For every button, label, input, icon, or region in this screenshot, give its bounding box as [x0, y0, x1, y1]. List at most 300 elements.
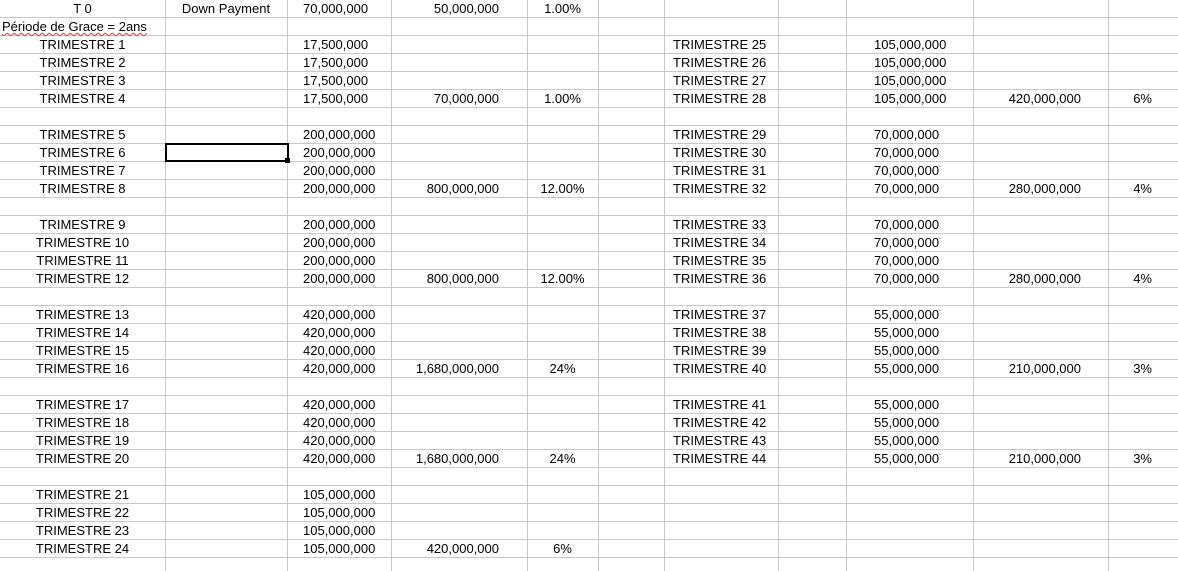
cell-amount-right[interactable] [874, 288, 974, 306]
cell-subtotal[interactable]: 420,000,000 [426, 541, 499, 556]
cell-percent-right[interactable] [1108, 126, 1152, 144]
cell-percent[interactable] [527, 252, 598, 270]
cell-percent-right[interactable] [1108, 414, 1152, 432]
cell-percent[interactable] [527, 216, 598, 234]
cell-period[interactable]: TRIMESTRE 22 [35, 505, 130, 520]
cell-period-right[interactable] [673, 540, 783, 558]
cell-subtotal-right[interactable]: 280,000,000 [1008, 271, 1081, 286]
cell-amount-right[interactable]: 105,000,000 [874, 73, 947, 88]
cell-subtotal[interactable]: 70,000,000 [433, 91, 499, 106]
table-row [0, 126, 1178, 144]
cell-percent-right[interactable] [1108, 234, 1152, 252]
cell-label[interactable] [165, 126, 287, 144]
cell-percent[interactable] [527, 504, 598, 522]
cell-subtotal[interactable]: 800,000,000 [426, 271, 499, 286]
cell-subtotal[interactable] [391, 414, 499, 432]
table-row [0, 450, 1178, 468]
cell-percent[interactable] [527, 234, 598, 252]
cell-subtotal[interactable] [391, 144, 499, 162]
cell-percent[interactable] [527, 126, 598, 144]
cell-amount-right[interactable]: 70,000,000 [874, 145, 940, 160]
cell-period[interactable]: TRIMESTRE 20 [35, 451, 130, 466]
table-row [0, 108, 1178, 126]
cell-percent-right[interactable] [1108, 378, 1152, 396]
cell-period[interactable]: TRIMESTRE 7 [39, 163, 126, 178]
cell-period[interactable] [0, 288, 165, 306]
cell-amount[interactable]: 200,000,000 [303, 127, 376, 142]
cell-amount-right[interactable] [874, 540, 974, 558]
cell-subtotal-right[interactable] [973, 522, 1081, 540]
cell-period-right[interactable]: TRIMESTRE 31 [673, 163, 767, 178]
cell-amount-right[interactable]: 55,000,000 [874, 361, 940, 376]
cell-subtotal-right[interactable]: 210,000,000 [1008, 451, 1081, 466]
cell-percent[interactable]: 12.00% [540, 271, 585, 286]
cell-period-right[interactable] [673, 108, 783, 126]
cell-amount-right[interactable]: 70,000,000 [874, 163, 940, 178]
cell-subtotal[interactable] [391, 36, 499, 54]
cell-percent[interactable] [527, 414, 598, 432]
cell-amount-right[interactable]: 70,000,000 [874, 253, 940, 268]
cell-amount[interactable]: 105,000,000 [303, 487, 376, 502]
cell-period-right[interactable] [673, 486, 783, 504]
cell-amount-right[interactable] [874, 504, 974, 522]
cell-percent-right[interactable] [1108, 54, 1152, 72]
table-row [0, 288, 1178, 306]
cell-period-right[interactable]: TRIMESTRE 30 [673, 145, 767, 160]
cell-amount-right[interactable]: 70,000,000 [874, 217, 940, 232]
cell-subtotal-right[interactable] [973, 108, 1081, 126]
cell-subtotal[interactable] [391, 162, 499, 180]
cell-amount[interactable]: 420,000,000 [303, 433, 376, 448]
cell-amount[interactable] [303, 198, 393, 216]
cell-percent[interactable] [527, 198, 598, 216]
cell-amount-right[interactable]: 55,000,000 [874, 397, 940, 412]
cell-period[interactable]: TRIMESTRE 18 [35, 415, 130, 430]
cell-amount-right[interactable]: 105,000,000 [874, 55, 947, 70]
cell-percent-right[interactable] [1108, 540, 1152, 558]
cell-label[interactable] [165, 378, 287, 396]
cell-label[interactable] [165, 288, 287, 306]
cell-label[interactable] [165, 54, 287, 72]
cell-subtotal-right[interactable] [973, 198, 1081, 216]
cell-subtotal[interactable] [391, 432, 499, 450]
cell-label[interactable] [165, 396, 287, 414]
cell-amount-right[interactable]: 70,000,000 [874, 271, 940, 286]
cell-subtotal-right[interactable] [973, 144, 1081, 162]
cell-label[interactable] [165, 36, 287, 54]
cell-amount[interactable]: 200,000,000 [303, 235, 376, 250]
cell-subtotal[interactable] [391, 198, 499, 216]
cell-percent[interactable] [527, 162, 598, 180]
cell-period-right[interactable] [673, 504, 783, 522]
cell-period[interactable]: TRIMESTRE 6 [39, 145, 126, 160]
cell-subtotal-right[interactable]: 280,000,000 [1008, 181, 1081, 196]
cell-period-right[interactable]: TRIMESTRE 44 [673, 451, 767, 466]
table-row [0, 396, 1178, 414]
cell-label[interactable] [165, 216, 287, 234]
cell-percent[interactable] [527, 36, 598, 54]
cell-period[interactable]: TRIMESTRE 3 [39, 73, 126, 88]
cell-percent-right[interactable] [1108, 108, 1152, 126]
cell-period[interactable]: TRIMESTRE 21 [35, 487, 130, 502]
cell-period[interactable] [0, 468, 165, 486]
cell-subtotal[interactable] [391, 396, 499, 414]
cell-label[interactable] [165, 450, 287, 468]
cell-amount-right[interactable]: 70,000,000 [874, 235, 940, 250]
cell-percent[interactable] [527, 288, 598, 306]
cell-period-right[interactable] [673, 18, 783, 36]
cell-percent[interactable] [527, 486, 598, 504]
cell-label[interactable] [165, 522, 287, 540]
cell-label[interactable] [165, 270, 287, 288]
cell-percent[interactable] [527, 396, 598, 414]
cell-period-right[interactable]: TRIMESTRE 42 [673, 415, 767, 430]
cell-amount[interactable]: 200,000,000 [303, 163, 376, 178]
cell-period[interactable]: TRIMESTRE 10 [35, 235, 130, 250]
cell-label[interactable] [165, 18, 287, 36]
cell-subtotal-right[interactable] [973, 306, 1081, 324]
cell-period-right[interactable]: TRIMESTRE 35 [673, 253, 767, 268]
cell-percent[interactable] [527, 324, 598, 342]
cell-amount[interactable]: 17,500,000 [303, 73, 369, 88]
cell-percent-right[interactable] [1108, 306, 1152, 324]
cell-amount-right[interactable] [874, 198, 974, 216]
cell-amount-right[interactable]: 105,000,000 [874, 37, 947, 52]
cell-subtotal-right[interactable]: 420,000,000 [1008, 91, 1081, 106]
cell-percent-right[interactable] [1108, 504, 1152, 522]
cell-percent-right[interactable] [1108, 18, 1152, 36]
cell-label[interactable] [165, 198, 287, 216]
cell-amount[interactable] [303, 468, 393, 486]
cell-percent[interactable]: 12.00% [540, 181, 585, 196]
cell-amount-right[interactable]: 55,000,000 [874, 415, 940, 430]
cell-label[interactable] [165, 504, 287, 522]
cell-percent[interactable] [527, 144, 598, 162]
cell-period[interactable] [0, 198, 165, 216]
cell-amount-right[interactable]: 55,000,000 [874, 307, 940, 322]
cell-amount[interactable]: 420,000,000 [303, 361, 376, 376]
cell-period[interactable]: T 0 [73, 1, 92, 16]
cell-period-right[interactable]: TRIMESTRE 32 [673, 181, 767, 196]
cell-subtotal-right[interactable] [973, 324, 1081, 342]
cell-subtotal[interactable] [391, 18, 499, 36]
cell-label[interactable] [165, 342, 287, 360]
cell-label[interactable] [165, 252, 287, 270]
cell-percent[interactable] [527, 468, 598, 486]
cell-period-right[interactable]: TRIMESTRE 33 [673, 217, 767, 232]
cell-label[interactable] [165, 486, 287, 504]
cell-label[interactable] [165, 306, 287, 324]
cell-label[interactable] [165, 540, 287, 558]
cell-percent-right[interactable] [1108, 72, 1152, 90]
cell-label[interactable] [165, 468, 287, 486]
cell-period[interactable]: TRIMESTRE 19 [35, 433, 130, 448]
cell-amount[interactable]: 200,000,000 [303, 145, 376, 160]
cell-period-right[interactable]: TRIMESTRE 34 [673, 235, 767, 250]
cell-label[interactable] [165, 360, 287, 378]
cell-percent-right[interactable] [1108, 144, 1152, 162]
cell-period-right[interactable]: TRIMESTRE 40 [673, 361, 767, 376]
cell-subtotal[interactable]: 1,680,000,000 [415, 451, 499, 466]
cell-percent-right[interactable]: 4% [1133, 181, 1152, 196]
cell-amount[interactable]: 420,000,000 [303, 343, 376, 358]
cell-period-right[interactable]: TRIMESTRE 37 [673, 307, 767, 322]
cell-percent[interactable] [527, 432, 598, 450]
cell-period[interactable]: Période de Grace = 2ans [2, 19, 147, 34]
cell-period[interactable]: TRIMESTRE 5 [39, 127, 126, 142]
cell-subtotal-right[interactable] [973, 72, 1081, 90]
cell-label[interactable] [165, 162, 287, 180]
table-row [0, 252, 1178, 270]
cell-amount-right[interactable]: 55,000,000 [874, 325, 940, 340]
cell-percent-right[interactable] [1108, 486, 1152, 504]
cell-amount-right[interactable] [874, 18, 974, 36]
cell-amount[interactable]: 200,000,000 [303, 253, 376, 268]
cell-percent[interactable]: 24% [549, 451, 576, 466]
cell-period[interactable]: TRIMESTRE 13 [35, 307, 130, 322]
cell-period-right[interactable] [673, 378, 783, 396]
cell-subtotal-right[interactable] [973, 252, 1081, 270]
cell-percent[interactable] [527, 342, 598, 360]
cell-amount[interactable] [303, 108, 393, 126]
cell-subtotal-right[interactable] [973, 288, 1081, 306]
cell-period[interactable]: TRIMESTRE 11 [36, 253, 129, 268]
cell-percent-right[interactable] [1108, 342, 1152, 360]
cell-period[interactable]: TRIMESTRE 4 [39, 91, 126, 106]
cell-percent-right[interactable] [1108, 324, 1152, 342]
cell-period[interactable]: TRIMESTRE 16 [35, 361, 130, 376]
cell-subtotal-right[interactable] [973, 18, 1081, 36]
cell-percent-right[interactable] [1108, 432, 1152, 450]
cell-amount[interactable]: 200,000,000 [303, 271, 376, 286]
cell-subtotal[interactable] [391, 216, 499, 234]
cell-subtotal[interactable] [391, 468, 499, 486]
cell-subtotal-right[interactable] [973, 54, 1081, 72]
cell-percent[interactable]: 1.00% [544, 91, 581, 106]
cell-period[interactable]: TRIMESTRE 2 [39, 55, 126, 70]
table-row [0, 0, 1178, 18]
cell-subtotal-right[interactable] [973, 414, 1081, 432]
cell-label[interactable]: Down Payment [181, 1, 271, 16]
cell-period-right[interactable]: TRIMESTRE 26 [673, 55, 767, 70]
cell-subtotal[interactable] [391, 378, 499, 396]
cell-subtotal[interactable] [391, 72, 499, 90]
cell-amount[interactable]: 17,500,000 [303, 55, 369, 70]
cell-percent[interactable]: 24% [549, 361, 576, 376]
cell-period-right[interactable]: TRIMESTRE 25 [673, 37, 767, 52]
cell-period-right[interactable] [673, 522, 783, 540]
cell-percent-right[interactable] [1108, 252, 1152, 270]
cell-subtotal[interactable] [391, 126, 499, 144]
cell-period[interactable] [0, 108, 165, 126]
table-row [0, 270, 1178, 288]
cell-subtotal-right[interactable]: 210,000,000 [1008, 361, 1081, 376]
cell-subtotal-right[interactable] [973, 342, 1081, 360]
cell-amount-right[interactable] [874, 378, 974, 396]
cell-percent[interactable] [527, 54, 598, 72]
cell-amount[interactable]: 105,000,000 [303, 523, 376, 538]
cell-amount-right[interactable]: 55,000,000 [874, 343, 940, 358]
cell-subtotal[interactable] [391, 252, 499, 270]
cell-subtotal[interactable] [391, 234, 499, 252]
cell-period-right[interactable] [673, 288, 783, 306]
table-row [0, 162, 1178, 180]
cell-period-right[interactable]: TRIMESTRE 41 [673, 397, 767, 412]
cell-period[interactable]: TRIMESTRE 1 [39, 37, 126, 52]
cell-percent[interactable] [527, 108, 598, 126]
cell-amount[interactable]: 17,500,000 [303, 37, 369, 52]
cell-period-right[interactable]: TRIMESTRE 43 [673, 433, 767, 448]
cell-percent-right[interactable]: 4% [1133, 271, 1152, 286]
cell-percent[interactable] [527, 306, 598, 324]
cell-period-right[interactable]: TRIMESTRE 39 [673, 343, 767, 358]
cell-subtotal[interactable] [391, 108, 499, 126]
cell-percent[interactable]: 6% [553, 541, 572, 556]
cell-subtotal-right[interactable] [973, 432, 1081, 450]
cell-subtotal-right[interactable] [973, 234, 1081, 252]
cell-percent-right[interactable] [1108, 288, 1152, 306]
cell-amount-right[interactable]: 55,000,000 [874, 433, 940, 448]
cell-subtotal-right[interactable] [973, 540, 1081, 558]
cell-label[interactable] [165, 414, 287, 432]
cell-period-right[interactable]: TRIMESTRE 36 [673, 271, 767, 286]
cell-subtotal[interactable] [391, 288, 499, 306]
cell-period[interactable]: TRIMESTRE 9 [39, 217, 126, 232]
table-row [0, 180, 1178, 198]
cell-label[interactable] [165, 324, 287, 342]
cell-amount-right[interactable]: 70,000,000 [874, 181, 940, 196]
cell-subtotal-right[interactable] [973, 36, 1081, 54]
cell-subtotal-right[interactable] [973, 396, 1081, 414]
cell-percent[interactable] [527, 378, 598, 396]
cell-percent-right[interactable] [1108, 0, 1152, 18]
cell-amount-right[interactable] [874, 468, 974, 486]
cell-subtotal-right[interactable] [973, 126, 1081, 144]
cell-amount[interactable]: 420,000,000 [303, 307, 376, 322]
cell-period[interactable]: TRIMESTRE 14 [35, 325, 130, 340]
cell-subtotal-right[interactable] [973, 216, 1081, 234]
cell-period-right[interactable] [673, 468, 783, 486]
table-row [0, 342, 1178, 360]
table-row [0, 378, 1178, 396]
cell-amount[interactable]: 105,000,000 [303, 541, 376, 556]
cell-amount-right[interactable] [874, 522, 974, 540]
cell-subtotal[interactable] [391, 324, 499, 342]
selected-cell-outline[interactable] [165, 143, 289, 162]
cell-amount[interactable]: 17,500,000 [303, 91, 369, 106]
cell-amount[interactable]: 420,000,000 [303, 451, 376, 466]
cell-subtotal-right[interactable] [973, 486, 1081, 504]
cell-label[interactable] [165, 90, 287, 108]
cell-subtotal[interactable] [391, 504, 499, 522]
cell-amount-right[interactable]: 55,000,000 [874, 451, 940, 466]
cell-subtotal-right[interactable] [973, 378, 1081, 396]
cell-amount-right[interactable] [874, 486, 974, 504]
cell-period-right[interactable]: TRIMESTRE 27 [673, 73, 767, 88]
cell-amount-right[interactable] [874, 0, 974, 18]
cell-amount[interactable] [303, 378, 393, 396]
table-row [0, 90, 1178, 108]
cell-label[interactable] [165, 180, 287, 198]
cell-period[interactable]: TRIMESTRE 17 [35, 397, 130, 412]
cell-subtotal[interactable]: 800,000,000 [426, 181, 499, 196]
cell-period-right[interactable]: TRIMESTRE 29 [673, 127, 767, 142]
cell-subtotal[interactable] [391, 306, 499, 324]
cell-label[interactable] [165, 72, 287, 90]
table-row [0, 540, 1178, 558]
cell-amount[interactable] [303, 288, 393, 306]
cell-percent-right[interactable] [1108, 216, 1152, 234]
cell-percent-right[interactable]: 3% [1133, 361, 1152, 376]
cell-amount[interactable]: 200,000,000 [303, 217, 376, 232]
cell-amount[interactable]: 70,000,000 [303, 1, 369, 16]
cell-amount-right[interactable] [874, 108, 974, 126]
cell-amount[interactable]: 200,000,000 [303, 181, 376, 196]
table-row [0, 486, 1178, 504]
cell-period-right[interactable]: TRIMESTRE 38 [673, 325, 767, 340]
cell-percent-right[interactable] [1108, 162, 1152, 180]
cell-period[interactable]: TRIMESTRE 12 [35, 271, 130, 286]
cell-amount[interactable]: 420,000,000 [303, 415, 376, 430]
cell-period[interactable]: TRIMESTRE 8 [39, 181, 126, 196]
cell-subtotal-right[interactable] [973, 504, 1081, 522]
cell-percent-right[interactable] [1108, 36, 1152, 54]
cell-amount[interactable]: 420,000,000 [303, 397, 376, 412]
cell-period[interactable]: TRIMESTRE 23 [35, 523, 130, 538]
cell-percent-right[interactable]: 6% [1133, 91, 1152, 106]
cell-period-right[interactable] [673, 0, 783, 18]
cell-percent-right[interactable] [1108, 198, 1152, 216]
cell-period[interactable]: TRIMESTRE 24 [35, 541, 130, 556]
cell-subtotal[interactable]: 50,000,000 [433, 1, 499, 16]
cell-percent[interactable] [527, 72, 598, 90]
cell-subtotal[interactable]: 1,680,000,000 [415, 361, 499, 376]
cell-percent-right[interactable] [1108, 522, 1152, 540]
cell-subtotal-right[interactable] [973, 468, 1081, 486]
cell-period-right[interactable]: TRIMESTRE 28 [673, 91, 767, 106]
cell-subtotal[interactable] [391, 522, 499, 540]
cell-amount[interactable]: 105,000,000 [303, 505, 376, 520]
table-row [0, 234, 1178, 252]
fill-handle[interactable] [285, 158, 290, 163]
cell-percent[interactable] [527, 18, 598, 36]
cell-period[interactable] [0, 378, 165, 396]
cell-percent-right[interactable] [1108, 396, 1152, 414]
cell-percent-right[interactable]: 3% [1133, 451, 1152, 466]
cell-period[interactable]: TRIMESTRE 15 [35, 343, 130, 358]
cell-period-right[interactable] [673, 198, 783, 216]
table-row [0, 324, 1178, 342]
table-row [0, 18, 1178, 36]
cell-percent[interactable] [527, 522, 598, 540]
cell-percent-right[interactable] [1108, 468, 1152, 486]
cell-amount[interactable]: 420,000,000 [303, 325, 376, 340]
cell-label[interactable] [165, 432, 287, 450]
cell-label[interactable] [165, 234, 287, 252]
cell-percent[interactable]: 1.00% [544, 1, 581, 16]
table-row [0, 360, 1178, 378]
cell-subtotal[interactable] [391, 54, 499, 72]
table-row [0, 72, 1178, 90]
cell-subtotal[interactable] [391, 342, 499, 360]
cell-amount[interactable] [303, 18, 393, 36]
cell-amount-right[interactable]: 70,000,000 [874, 127, 940, 142]
cell-label[interactable] [165, 108, 287, 126]
cell-subtotal[interactable] [391, 486, 499, 504]
cell-subtotal-right[interactable] [973, 0, 1081, 18]
cell-subtotal-right[interactable] [973, 162, 1081, 180]
cell-amount-right[interactable]: 105,000,000 [874, 91, 947, 106]
